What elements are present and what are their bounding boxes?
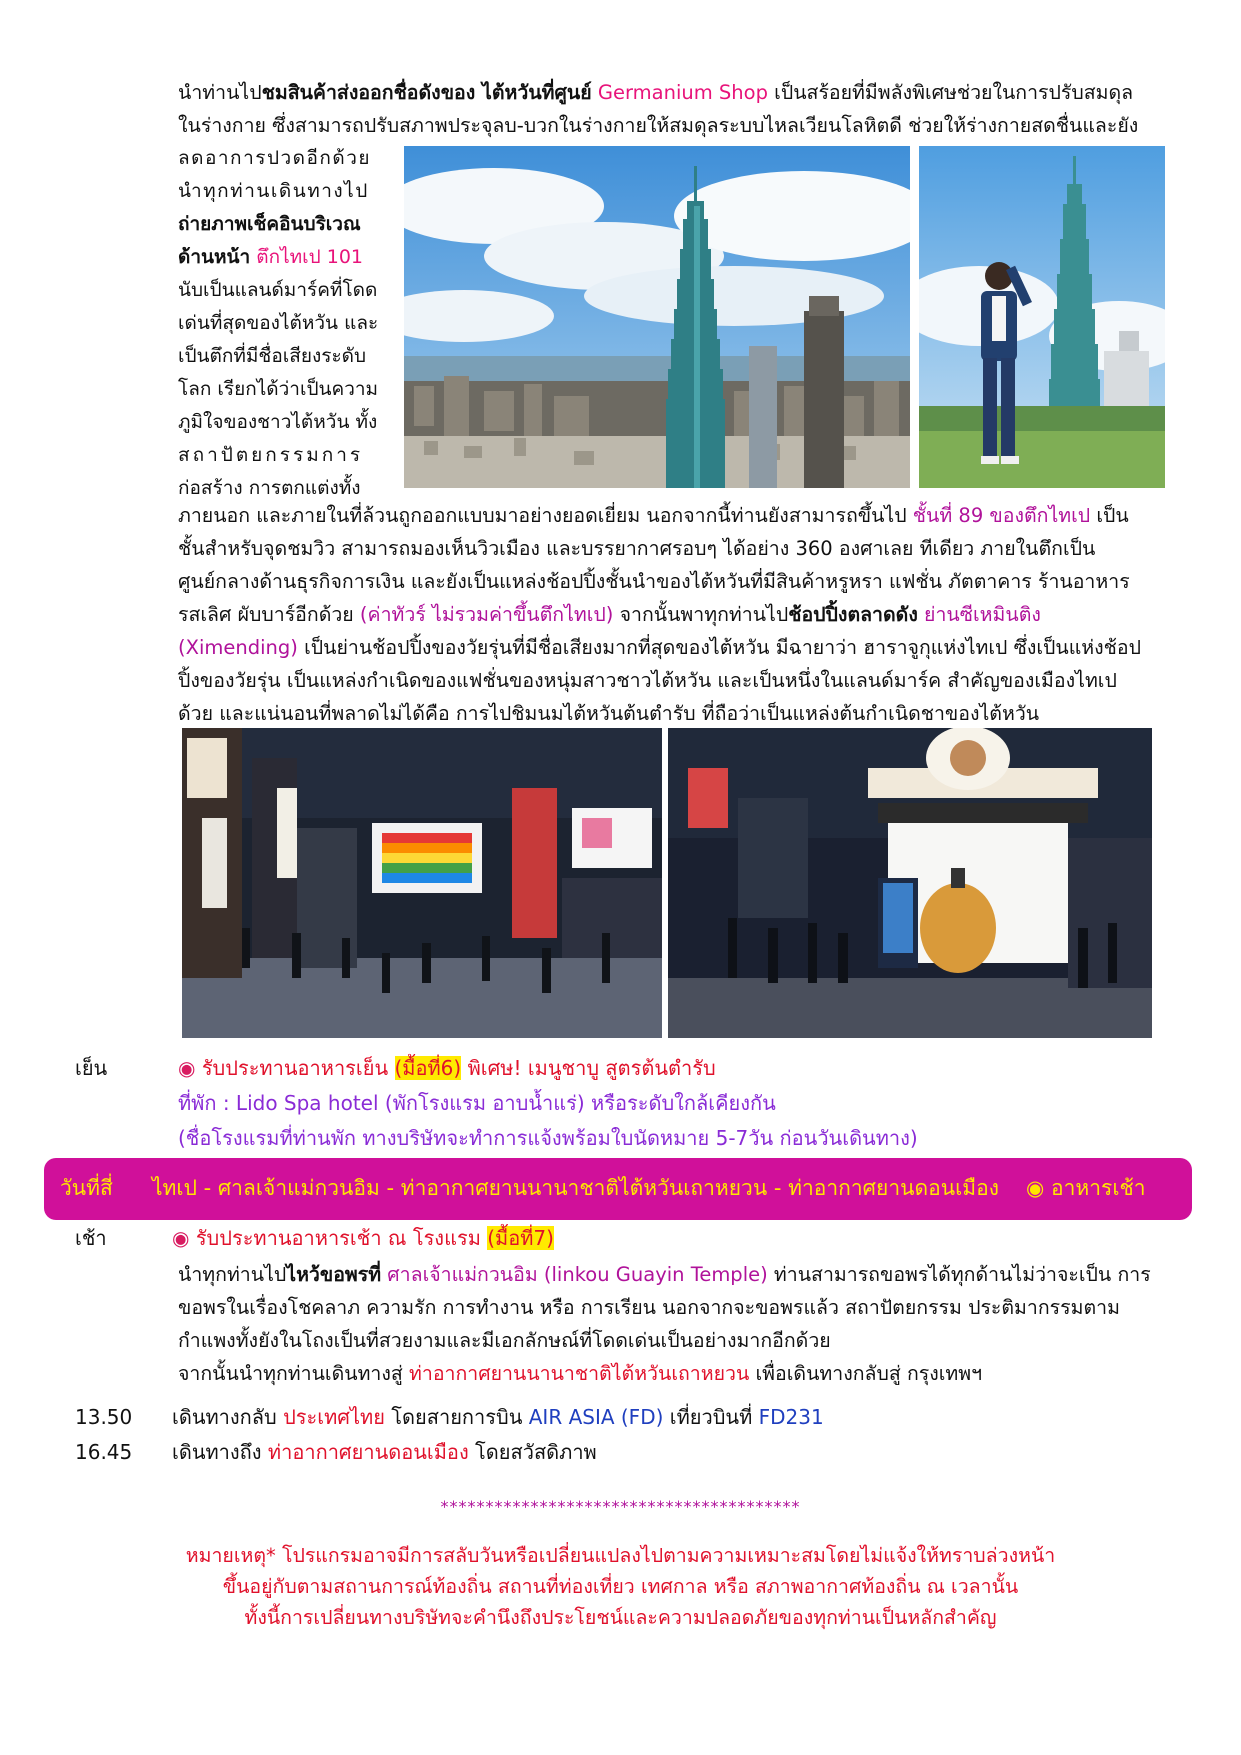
hotel-note: (ชื่อโรงแรมที่ท่านพัก ทางบริษัทจะทำการแจ้งพร้อมใบนัดหมาย 5-7วัน ก่อนวันเดินทาง) [178,1126,918,1150]
dinner-meal-number: (มื้อที่6) [394,1056,462,1080]
temple-bold: ไหว้ขอพรที่ [286,1263,382,1286]
text-line: กำแพงทั้งยังในโถงเป็นที่สวยงามและมีเอกลักษณ์ที่โดดเด่นเป็นอย่างมากอีกด้วย [178,1329,831,1352]
footer-notes [0,1540,1241,1633]
ximending-street-photo [182,728,662,1038]
side-line: ก่อสร้าง การตกแต่งทั้ง [178,477,361,499]
ximending-en: (Ximending) [178,636,298,659]
side-line: เด่นที่สุดของไต้หวัน และ [178,312,379,334]
text: ภายนอก และภายในที่ล้วนถูกออกแบบมาอย่างยอดเยี่ยม นอกจากนี้ท่านยังสามารถขึ้นไป [178,504,907,527]
intro-text: เป็นสร้อยที่มีพลังพิเศษช่วยในการปรับสมดุล [767,81,1134,104]
dinner-line [178,1051,716,1085]
text: โดยสวัสดิภาพ [468,1440,597,1464]
text: รสเลิศ ผับบาร์อีกด้วย [178,603,354,626]
intro-line-2: ในร่างกาย ซึ่งสามารถปรับสภาพประจุลบ-บวกในร่างกายให้สมดุลระบบไหลเวียนโลหิตดี ช่วยให้ร่างกายสดชื่นและยัง [178,114,1139,137]
dinner-text: พิเศษ! เมนูชาบู สูตรต้นตำรับ [461,1056,716,1080]
taipei101-skyline-photo [404,146,910,488]
floor-89: ชั้นที่ 89 ของตึกไทเป [906,504,1091,527]
ximending: ย่านซีเหมินติง [917,603,1041,626]
airport-name: ท่าอากาศยานนานาชาติไต้หวันเถาหยวน [402,1362,750,1385]
text: เป็น [1090,504,1129,527]
text: เป็นย่านช้อปปิ้งของวัยรุ่นที่มีชื่อเสียงมากที่สุดของไต้หวัน มีฉายาว่า ฮาราจูกุแห่งไทเป ซึ่งเป็นแห่งช้อป [297,636,1142,659]
side-line: นำทุกท่านเดินทางไป [178,180,369,202]
taipei101-checkin-photo [919,146,1165,488]
side-bold: ถ่ายภาพเช็คอินบริเวณ [178,213,361,235]
flight-time: 16.45 [75,1440,133,1464]
intro-paragraph [178,76,1168,142]
text: เดินทางถึง [172,1440,268,1464]
germanium-shop: Germanium Shop [591,81,768,104]
breakfast-text: รับประทานอาหารเช้า ณ โรงแรม [195,1226,488,1250]
side-line: เป็นตึกที่มีชื่อเสียงระดับ [178,345,367,367]
side-line: สถาปัตยกรรมการ [178,444,364,466]
temple-paragraph [178,1258,1168,1390]
text: โดยสายการบิน [384,1405,529,1429]
taipei101-side-text [178,142,388,505]
text-line: ปิ้งของวัยรุ่น เป็นแหล่งกำเนิดของแฟชั่นของหนุ่มสาวชาวไต้หวัน และเป็นหนึ่งในแลนด์มาร์ค สำคัญของเมืองไทเป [178,669,1117,692]
side-line: ภูมิใจของชาวไต้หวัน ทั้ง [178,411,378,433]
text-line: ขอพรในเรื่องโชคลาภ ความรัก การทำงาน หรือ การเรียน นอกจากจะขอพรแล้ว สถาปัตยกรรม ประติมากรรมตาม [178,1296,1120,1319]
text: เพื่อเดินทางกลับสู่ กรุงเทพฯ [749,1362,983,1385]
breakfast-line [172,1221,554,1255]
bubble-tea-shop-photo [668,728,1152,1038]
footer-line: หมายเหตุ* โปรแกรมอาจมีการสลับวันหรือเปลี่ยนแปลงไปตามความเหมาะสมโดยไม่แจ้งให้ทราบล่วงหน้า [185,1544,1056,1567]
flight-number: FD231 [758,1405,824,1429]
meal-icon: ◉ [178,1056,196,1080]
footer-stars: **************************************** [440,1497,801,1516]
shopping-bold: ช้อปปิ้งตลาดดัง [788,603,918,626]
dinner-text: รับประทานอาหารเย็น [201,1056,395,1080]
text: ท่านสามารถขอพรได้ทุกด้านไม่ว่าจะเป็น การ [767,1263,1151,1286]
flight-time: 13.50 [75,1405,133,1429]
side-line: นับเป็นแลนด์มาร์คที่โดด [178,279,378,301]
flight-row [172,1435,597,1469]
meal-icon: ◉ [1026,1176,1045,1200]
text: เที่ยวบินที่ [663,1405,759,1429]
text-line: ด้วย และแน่นอนที่พลาดไม่ได้คือ การไปชิมนมไต้หวันต้นตำรับ ที่ถือว่าเป็นแหล่งต้นกำเนิดชาของไต้หวัน [178,702,1040,725]
side-bold: ด้านหน้า [178,246,251,268]
text: จากนั้นพาทุกท่านไป [613,603,789,626]
tour-price-note: (ค่าทัวร์ ไม่รวมค่าขึ้นตึกไทเป) [353,603,614,626]
airline: AIR ASIA (FD) [528,1405,664,1429]
day4-meal-label: อาหารเช้า [1051,1176,1146,1200]
breakfast-label: เช้า [75,1226,107,1250]
footer-line: ขึ้นอยู่กับตามสถานการณ์ท้องถิ่น สถานที่ท่องเที่ยว เทศกาล หรือ สภาพอากาศท้องถิ่น ณ เวลานั้น [222,1575,1019,1598]
meal-icon: ◉ [172,1226,190,1250]
side-line: โลก เรียกได้ว่าเป็นความ [178,378,379,400]
dinner-label: เย็น [75,1056,108,1080]
footer-line: ทั้งนี้การเปลี่ยนทางบริษัทจะคำนึงถึงประโยชน์และความปลอดภัยของทุกท่านเป็นหลักสำคัญ [244,1606,997,1629]
day4-route: ไทเป - ศาลเจ้าแม่กวนอิม - ท่าอากาศยานนานาชาติไต้หวันเถาหยวน - ท่าอากาศยานดอนเมือง [152,1176,999,1200]
day4-banner [44,1158,1192,1220]
text: เดินทางกลับ [172,1405,284,1429]
text-line: ศูนย์กลางด้านธุรกิจการเงิน และยังเป็นแหล่งช้อปปิ้งชั้นนำของไต้หวันที่มีสินค้าหรูหรา แฟชั่น ภัตตาคาร ร้านอาหาร [178,570,1130,593]
flight-row [172,1400,824,1434]
destination: ท่าอากาศยานดอนเมือง [267,1440,469,1464]
text: จากนั้นนำทุกท่านเดินทางสู่ [178,1362,403,1385]
day4-meal [1026,1171,1146,1205]
breakfast-meal-number: (มื้อที่7) [487,1226,554,1250]
hotel-line: ที่พัก : Lido Spa hotel (พักโรงแรม อาบน้ำแร่) หรือระดับใกล้เคียงกัน [178,1091,776,1115]
day4-label: วันที่สี่ [60,1176,113,1200]
text-line: ชั้นสำหรับจุดชมวิว สามารถมองเห็นวิวเมือง และบรรยากาศรอบๆ ได้อย่าง 360 องศาเลย ทีเดียว ภายในตึกเป็น [178,537,1096,560]
side-line: ลดอาการปวดอีกด้วย [178,147,372,169]
intro-text: นำท่านไป [178,81,262,104]
temple-name: ศาลเจ้าแม่กวนอิม (linkou Guayin Temple) [381,1263,768,1286]
taipei101-name: ตึกไทเป 101 [250,246,364,268]
intro-bold: ชมสินค้าส่งออกชื่อดังของ ไต้หวันที่ศูนย์ [261,81,592,104]
destination: ประเทศไทย [283,1405,385,1429]
taipei101-paragraph [178,499,1168,730]
text: นำทุกท่านไป [178,1263,287,1286]
